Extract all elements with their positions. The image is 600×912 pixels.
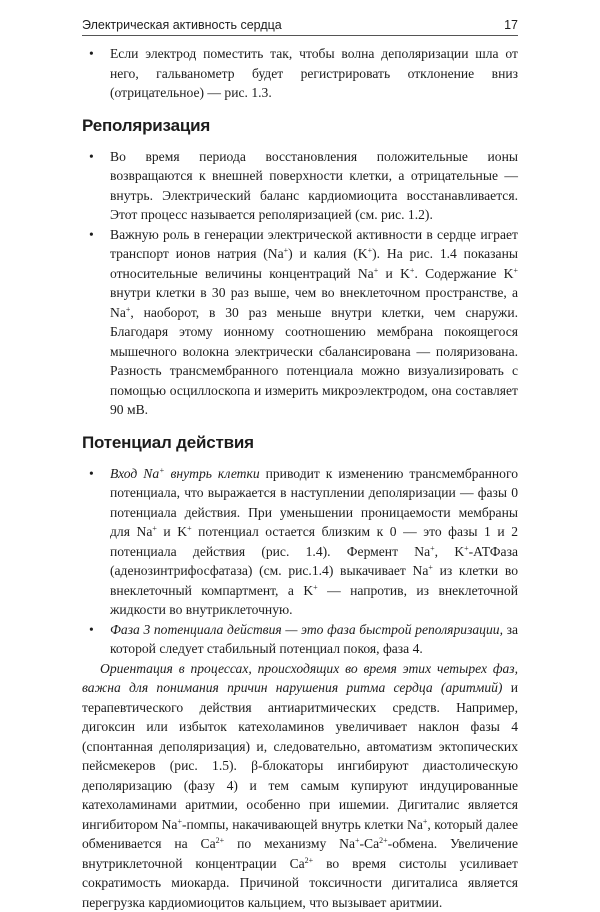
intro-bullet bbox=[82, 44, 518, 103]
repolarization-bullet-2 bbox=[82, 225, 518, 420]
bullet-marker: • bbox=[89, 225, 94, 245]
bullet-text: Важную роль в генерации электрической активности в сердце играет транспорт ионов натрия (Na+) и калия (K+). На рис. 1.4 показаны относительные величины концентраций Na+ и K+. Содержание K+ внутри клетки в 30 раз выше, чем во внеклеточном пространстве, а Na+, наоборот, в 30 раз меньше внутри клетки, чем снаружи. Благодаря этому ионному соотношению мембрана покоящегося мышечного волокна электрически сбалансирована — поляризована. Разность трансмембранного потенциала можно визуализировать с помощью осциллоскопа и измерить микроэлектродом, она составляет 90 мВ. bbox=[110, 227, 518, 418]
repolarization-bullet-1 bbox=[82, 147, 518, 225]
section-heading-repolarization: Реполяризация bbox=[82, 116, 518, 136]
section-heading-action-potential: Потенциал действия bbox=[82, 433, 518, 453]
page-body bbox=[82, 44, 518, 912]
bullet-marker: • bbox=[89, 44, 94, 64]
page-number: 17 bbox=[504, 18, 518, 32]
bullet-marker: • bbox=[89, 620, 94, 640]
bullet-text: Фаза 3 потенциала действия — это фаза быстрой реполяризации, за которой следует стабильный потенциал покоя, фаза 4. bbox=[110, 622, 518, 657]
bullet-text: Во время периода восстановления положительные ионы возвращаются к внешней поверхности клетки, а отрицательные — внутрь. Электрический баланс кардиомиоцита восстанавливается. Этот процесс называется реполяризацией (см. рис. 1.2). bbox=[110, 149, 518, 223]
action-potential-bullet-2 bbox=[82, 620, 518, 659]
running-title: Электрическая активность сердца bbox=[82, 18, 282, 32]
running-header bbox=[82, 14, 518, 36]
bullet-text: Вход Na+ внутрь клетки приводит к изменению трансмембранного потенциала, что выражается в наступлении деполяризации — фазы 0 потенциала действия. При уменьшении проницаемости мембраны для Na+ и K+ потенциал остается близким к 0 — это фазы 1 и 2 потенциала действия (рис. 1.4). Фермент Na+, K+-АТФаза (аденозинтрифосфатаза) (см. рис.1.4) выкачивает Na+ из клетки во внеклеточный компартмент, а K+ — напротив, из внеклеточной жидкости во внутриклеточную. bbox=[110, 466, 518, 618]
bullet-marker: • bbox=[89, 147, 94, 167]
body-paragraph: Ориентация в процессах, происходящих во время этих четырех фаз, важна для понимания причин нарушения ритма сердца (аритмий) и терапевтического действия антиаритмических средств. Например, дигоксин или избыток катехоламинов увеличивает наклон фазы 4 (спонтанная деполяризация) и, следовательно, автоматизм эктопических пейсмекеров (рис. 1.5). β-блокаторы ингибируют диастолическую деполяризацию (фазу 4) и тем самым купируют индуцированные катехоламинами аритмии, особенно при ишемии. Дигиталис является ингибитором Na+-помпы, накачивающей внутрь клетки Na+, который далее обменивается на $Ca^{2+}$ по механизму $Na^+-Ca^{2+}$-обмена. Увеличение внутриклеточной концентрации $Ca^{2+}$ во время систолы усиливает сократимость миокарда. Причиной токсичности дигиталиса является перегрузка кардиомиоцитов кальцием, что вызывает аритмии. bbox=[82, 659, 518, 912]
action-potential-bullet-1 bbox=[82, 464, 518, 620]
intro-bullet-text: Если электрод поместить так, чтобы волна деполяризации шла от него, гальванометр будет регистрировать отклонение вниз (отрицательное) — рис. 1.3. bbox=[110, 46, 518, 100]
bullet-marker: • bbox=[89, 464, 94, 484]
